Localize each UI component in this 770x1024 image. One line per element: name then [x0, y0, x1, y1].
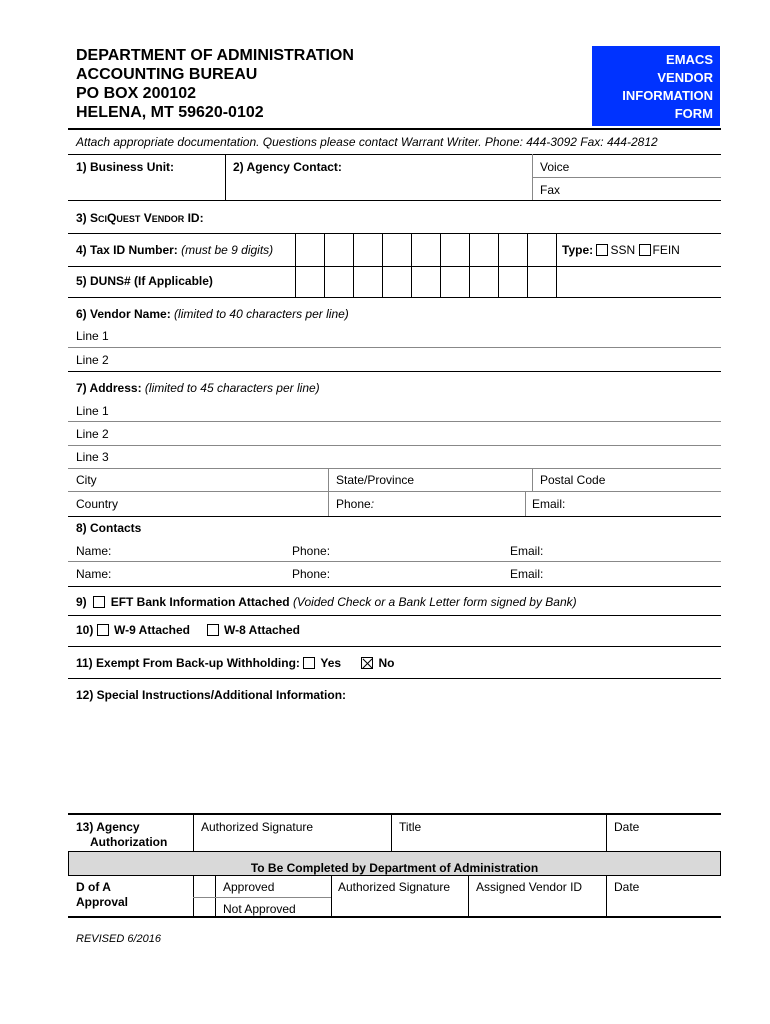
sciquest-vendor-id-label: 3) SCIQUEST VENDOR ID: [76, 211, 204, 225]
w8-checkbox[interactable] [207, 624, 219, 636]
divider [331, 875, 332, 917]
form-title-badge [592, 46, 720, 126]
divider [68, 445, 721, 446]
divider [525, 491, 526, 516]
eft-row: 9) EFT Bank Information Attached (Voided Check or a Bank Letter form signed by Bank) [76, 595, 577, 609]
divider [606, 813, 607, 851]
contact-2-phone[interactable]: Phone: [292, 567, 331, 581]
divider [606, 875, 607, 917]
divider [68, 916, 721, 918]
contact-1-name[interactable]: Name: [76, 544, 112, 558]
duns-digit-box[interactable] [528, 267, 556, 298]
divider [468, 875, 469, 917]
divider [68, 678, 721, 679]
w9-checkbox[interactable] [97, 624, 109, 636]
doa-signature-field[interactable]: Authorized Signature [338, 880, 451, 894]
divider [68, 516, 721, 517]
city-field[interactable]: City [76, 473, 97, 487]
tax-id-digit-box[interactable] [441, 234, 469, 265]
divider [68, 586, 721, 587]
divider [68, 468, 721, 469]
badge-line-1: EMACS [666, 52, 713, 67]
exempt-no-checkbox[interactable] [361, 657, 373, 669]
business-unit-label: 1) Business Unit: [76, 160, 175, 174]
duns-label: 5) DUNS# (If Applicable) [76, 274, 213, 288]
agency-date-field[interactable]: Date [614, 820, 640, 834]
divider [68, 128, 721, 130]
divider [68, 421, 721, 422]
vendor-name-label: 6) Vendor Name: (limited to 40 characters per line) [76, 307, 349, 321]
divider [68, 875, 721, 876]
address-line-2[interactable]: Line 2 [76, 427, 109, 441]
tax-id-type: Type: SSN FEIN [562, 243, 680, 257]
state-field[interactable]: State/Province [336, 473, 415, 487]
tax-id-label: 4) Tax ID Number: (must be 9 digits) [76, 243, 274, 257]
divider [532, 177, 721, 178]
address-phone-field[interactable]: Phone: [336, 497, 375, 511]
divider [68, 200, 721, 201]
tax-id-digit-box[interactable] [296, 234, 324, 265]
postal-code-field[interactable]: Postal Code [540, 473, 606, 487]
contact-2-name[interactable]: Name: [76, 567, 112, 581]
agency-title-field[interactable]: Title [399, 820, 422, 834]
divider [193, 897, 332, 898]
duns-digit-box[interactable] [441, 267, 469, 298]
exempt-row: 11) Exempt From Back-up Withholding: Yes No [76, 656, 395, 670]
tax-id-digit-box[interactable] [412, 234, 440, 265]
ssn-checkbox[interactable] [596, 244, 608, 256]
divider [532, 468, 533, 492]
divider [68, 561, 721, 562]
header-line-4: HELENA, MT 59620-0102 [76, 104, 264, 121]
badge-line-2: VENDOR [657, 70, 713, 85]
duns-digit-box[interactable] [499, 267, 527, 298]
divider [68, 297, 721, 298]
tax-id-digit-box[interactable] [470, 234, 498, 265]
eft-checkbox[interactable] [93, 596, 105, 608]
fax-field[interactable]: Fax [540, 183, 561, 197]
duns-digit-box[interactable] [412, 267, 440, 298]
not-approved-option[interactable]: Not Approved [223, 902, 296, 916]
exempt-yes-checkbox[interactable] [303, 657, 315, 669]
country-field[interactable]: Country [76, 497, 119, 511]
vendor-name-line-1[interactable]: Line 1 [76, 329, 109, 343]
divider [391, 813, 392, 851]
duns-digit-box[interactable] [354, 267, 382, 298]
tax-id-digit-box[interactable] [325, 234, 353, 265]
divider [68, 615, 721, 616]
revised-date: REVISED 6/2016 [76, 933, 161, 945]
agency-authorization-label: 13) Agency Authorization [76, 820, 168, 849]
contact-1-email[interactable]: Email: [510, 544, 544, 558]
vendor-name-line-2[interactable]: Line 2 [76, 353, 109, 367]
badge-line-4: FORM [674, 106, 713, 121]
special-instructions-label: 12) Special Instructions/Additional Information: [76, 688, 347, 702]
doa-banner: To Be Completed by Department of Administration [250, 861, 539, 875]
divider [215, 875, 216, 917]
divider [193, 813, 194, 851]
divider [225, 154, 226, 200]
duns-digit-box[interactable] [383, 267, 411, 298]
contact-1-phone[interactable]: Phone: [292, 544, 331, 558]
voice-field[interactable]: Voice [540, 160, 570, 174]
divider [68, 347, 721, 348]
divider [68, 813, 721, 815]
contacts-label: 8) Contacts [76, 521, 142, 535]
divider [68, 851, 721, 852]
agency-contact-label: 2) Agency Contact: [233, 160, 342, 174]
divider [68, 154, 721, 155]
divider [68, 371, 721, 372]
doa-approval-label: D of A Approval [76, 880, 129, 909]
tax-id-digit-box[interactable] [383, 234, 411, 265]
address-label: 7) Address: (limited to 45 characters per line) [76, 381, 320, 395]
tax-id-digit-box[interactable] [528, 234, 556, 265]
address-line-3[interactable]: Line 3 [76, 450, 109, 464]
assigned-vendor-id-field[interactable]: Assigned Vendor ID [476, 880, 583, 894]
agency-signature-field[interactable]: Authorized Signature [201, 820, 314, 834]
department-header [76, 46, 354, 122]
divider [68, 646, 721, 647]
divider [68, 491, 721, 492]
duns-digit-box[interactable] [296, 267, 324, 298]
duns-digit-box[interactable] [470, 267, 498, 298]
fein-checkbox[interactable] [639, 244, 651, 256]
divider [193, 875, 194, 917]
doa-date-field[interactable]: Date [614, 880, 640, 894]
divider [328, 468, 329, 516]
duns-digit-box[interactable] [325, 267, 353, 298]
approved-option[interactable]: Approved [223, 880, 275, 894]
address-email-field[interactable]: Email: [532, 497, 566, 511]
digit-box-divider [556, 233, 557, 297]
contact-2-email[interactable]: Email: [510, 567, 544, 581]
header-line-2: ACCOUNTING BUREAU [76, 66, 258, 83]
tax-id-digit-box[interactable] [354, 234, 382, 265]
instructions: Attach appropriate documentation. Questions please contact Warrant Writer. Phone: 444-3092 Fax: 444-2812 [76, 135, 658, 149]
badge-line-3: INFORMATION [622, 88, 713, 103]
header-line-3: PO BOX 200102 [76, 85, 197, 102]
w9-w8-row: 10) W-9 Attached W-8 Attached [76, 623, 301, 637]
header-line-1: DEPARTMENT OF ADMINISTRATION [76, 47, 354, 64]
tax-id-digit-box[interactable] [499, 234, 527, 265]
address-line-1[interactable]: Line 1 [76, 404, 109, 418]
